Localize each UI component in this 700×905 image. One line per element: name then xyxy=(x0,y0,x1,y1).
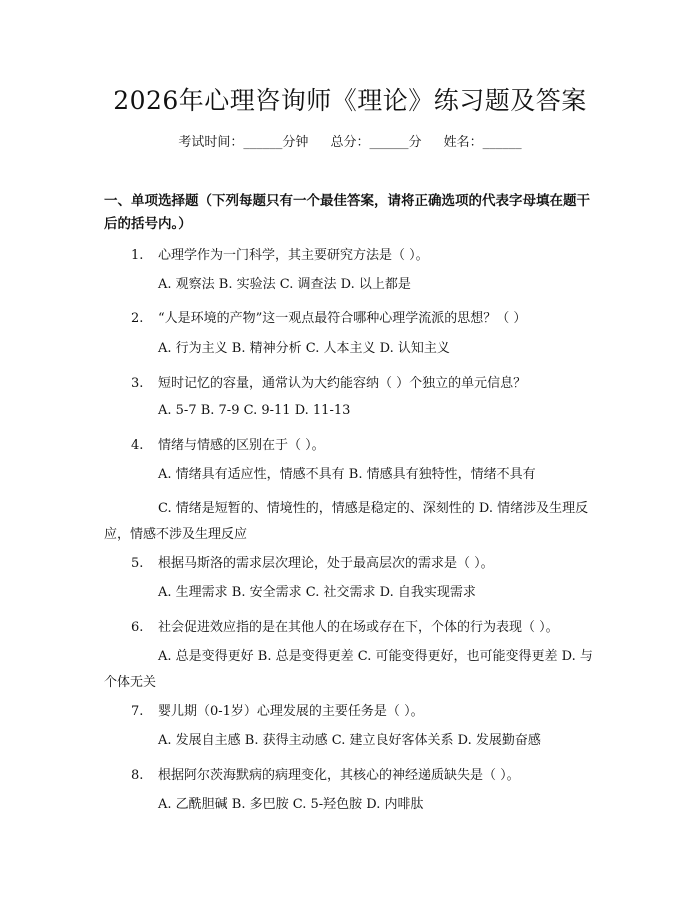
question-number: 1. xyxy=(131,248,144,263)
question-3 xyxy=(131,372,601,391)
question-1 xyxy=(131,244,601,263)
question-3-options: A. 5-7 B. 7-9 C. 9-11 D. 11-13 xyxy=(158,403,351,418)
document-title: 2026年心理咨询师《理论》练习题及答案 xyxy=(113,86,587,115)
question-number: 5. xyxy=(131,556,144,571)
question-stem: 心理学作为一门科学，其主要研究方法是（ ）。 xyxy=(158,248,429,263)
question-5-options: A. 生理需求 B. 安全需求 C. 社交需求 D. 自我实现需求 xyxy=(158,585,476,600)
question-stem: 婴儿期（0-1岁）心理发展的主要任务是（ ）。 xyxy=(158,704,424,719)
question-number: 7. xyxy=(131,704,144,719)
question-8-options: A. 乙酰胆碱 B. 多巴胺 C. 5-羟色胺 D. 内啡肽 xyxy=(158,797,424,812)
question-number: 8. xyxy=(131,768,144,783)
question-stem: 情绪与情感的区别在于（ ）。 xyxy=(158,438,325,453)
question-stem: 社会促进效应指的是在其他人的在场或存在下，个体的行为表现（ ）。 xyxy=(158,620,559,635)
section-heading: 一、单项选择题（下列每题只有一个最佳答案，请将正确选项的代表字母填在题干后的括号内。） xyxy=(104,193,590,232)
question-4-options-line-2: C. 情绪是短暂的、情境性的，情感是稳定的、深刻性的 D. 情绪涉及生理反应，情感不涉及生理反应 xyxy=(104,501,589,542)
question-stem: 短时记忆的容量，通常认为大约能容纳（ ）个独立的单元信息？ xyxy=(158,376,527,391)
question-2-options: A. 行为主义 B. 精神分析 C. 人本主义 D. 认知主义 xyxy=(158,341,450,356)
question-4-options-line-1: A. 情绪具有适应性，情感不具有 B. 情感具有独特性，情绪不具有 xyxy=(158,467,536,482)
question-4 xyxy=(131,434,601,453)
exam-info-line: 考试时间：______分钟 总分：______分 姓名：______ xyxy=(178,135,522,150)
question-number: 3. xyxy=(131,376,144,391)
question-number: 4. xyxy=(131,438,144,453)
question-6 xyxy=(131,616,601,635)
question-7 xyxy=(131,700,601,719)
question-5 xyxy=(131,552,601,571)
question-number: 2. xyxy=(131,311,144,326)
question-stem: “人是环境的产物”这一观点最符合哪种心理学流派的思想？（ ） xyxy=(158,311,527,326)
question-1-options: A. 观察法 B. 实验法 C. 调查法 D. 以上都是 xyxy=(158,277,411,292)
question-7-options: A. 发展自主感 B. 获得主动感 C. 建立良好客体关系 D. 发展勤奋感 xyxy=(158,733,541,748)
question-6-options: A. 总是变得更好 B. 总是变得更差 C. 可能变得更好，也可能变得更差 D. 与个体无关 xyxy=(104,649,593,690)
question-stem: 根据马斯洛的需求层次理论，处于最高层次的需求是（ ）。 xyxy=(158,556,494,571)
question-8 xyxy=(131,764,601,783)
question-2 xyxy=(131,307,601,326)
question-stem: 根据阿尔茨海默病的病理变化，其核心的神经递质缺失是（ ）。 xyxy=(158,768,520,783)
question-number: 6. xyxy=(131,620,144,635)
